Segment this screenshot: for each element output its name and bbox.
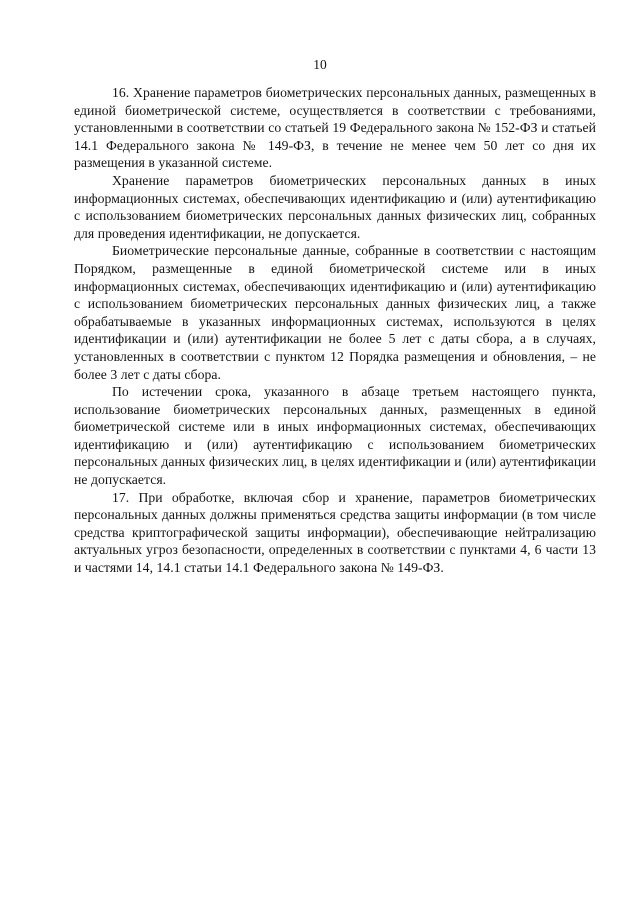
paragraph-after-expiry: По истечении срока, указанного в абзаце третьем настоящего пункта, использование биометрических персональных данных, размещенных в единой биометрической системе или в иных информационных системах, обеспечивающих идентификацию и (или) аутентификацию с использованием биометрических персональных данных физических лиц, в целях идентификации и (или) аутентификации не допускается. <box>74 384 596 488</box>
page-number: 10 <box>313 57 327 72</box>
paragraph-17: 17. При обработке, включая сбор и хранение, параметров биометрических персональных данных должны применяться средства защиты информации (в том числе средства криптографической защиты информации), обеспечивающие нейтрализацию актуальных угроз безопасности, определенных в соответствии с пунктами 4, 6 части 13 и частями 14, 14.1 статьи 14.1 Федерального закона № 149-ФЗ. <box>74 489 596 576</box>
paragraph-usage-period: Биометрические персональные данные, собранные в соответствии с настоящим Порядком, размещенные в единой биометрической системе или в иных информационных системах, обеспечивающих идентификацию и (или) аутентификацию с использованием биометрических персональных данных физических лиц, а также обрабатываемые в указанных информационных системах, используются в целях идентификации и (или) аутентификации не более 5 лет с даты сбора, а в случаях, установленных в соответствии с пунктом 12 Порядка размещения и обновления, – не более 3 лет с даты сбора. <box>74 243 596 382</box>
document-body <box>74 84 596 577</box>
paragraph-16: 16. Хранение параметров биометрических персональных данных, размещенных в единой биометрической системе, осуществляется в соответствии с требованиями, установленными в соответствии со статьей 19 Федерального закона № 152-ФЗ и статьей 14.1 Федерального закона № 149-ФЗ, в течение не менее чем 50 лет со дня их размещения в указанной системе. <box>74 85 596 171</box>
paragraph-storage-other-systems: Хранение параметров биометрических персональных данных в иных информационных системах, обеспечивающих идентификацию и (или) аутентификацию с использованием биометрических персональных данных физических лиц, собранных для проведения идентификации, не допускается. <box>74 172 596 241</box>
